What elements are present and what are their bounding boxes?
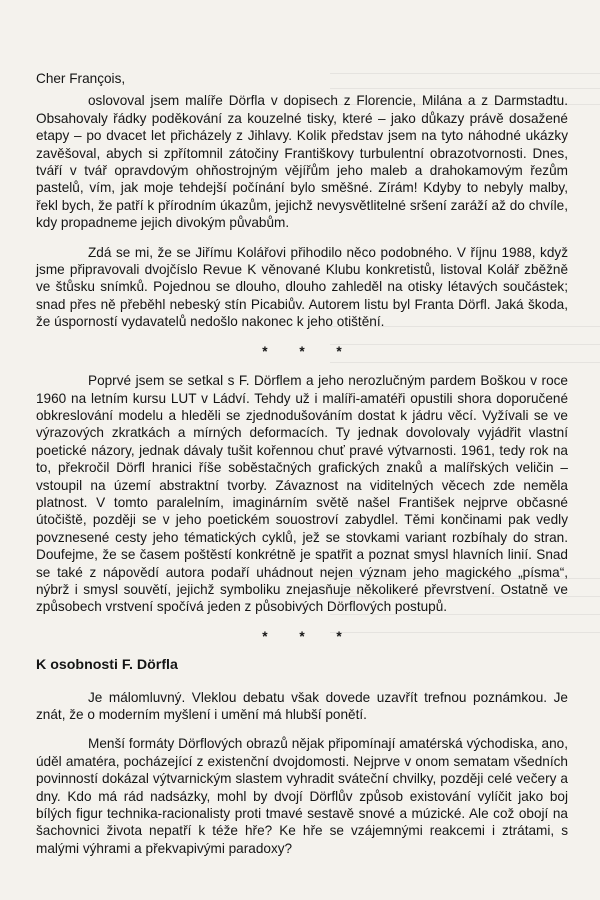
paragraph: oslovoval jsem malíře Dörfla v dopisech z Florencie, Milána a z Darmstadtu. Obsahovaly řádky poděkování za kouzelné tisky, které – jako důkazy právě dosažené etapy – po dvacet let přicházely z Jihlavy. Kolik představ jsem na tyto náhodné ukázky zavěšoval, abych si zpřítomnil zátočiny Františkovy turbulentní obrazotvornosti. Dnes, tváří v tvář opravdovým ohňostrojným vějířům jeho maleb a drahokamovým řezům pastelů, vím, jak moje tehdejší počínání bylo směšné. Zírám! Kdyby to nebyly malby, řekl bych, že patří k přírodním úkazům, jejichž nevysvětlitelné sršení zaráží až do chvíle, kdy propadneme jejich divokým půvabům. <box>36 93 568 231</box>
document-body <box>36 70 568 869</box>
paragraph: Poprvé jsem se setkal s F. Dörflem a jeho nerozlučným pardem Boškou v roce 1960 na letním kursu LUT v Ládví. Tehdy už i malíři-amatéři opustili shora doporučené obkreslování modelu a hleděli se zjednodušováním dostat k jádru věcí. Vyžívali se ve výrazových zkratkách a mírných deformacích. Ty jednak dovolovaly vyjádřit vlastní poetické názory, jednak dávaly tušit kořennou chuť pravé výtvarnosti. 1961, tedy rok na to, překročil Dörfl hranici říše soběstačných grafických znaků a malířských veličin – vstoupil na území abstraktní tvorby. Závaznost na viditelných věcech zde neměla platnost. V tomto paralelním, imaginárním světě našel František nejprve občasné útočiště, později se v jeho poetickém souostroví zabydlel. Těmi končinami pak vedly povznesené cesty jeho tématických cyklů, jež se stovkami variant rozbíhaly do stran. Doufejme, že se časem poštěstí konkrétně je spatřit a poznat smysl hlavních linií. Snad se také z nápovědí autora podaří uhádnout nejen význam jeho magického „písma“, nýbrž i smysl souvětí, jejichž symboliku znejasňuje několikeré převrstvení. Ostatně ve způsobech vrstvení spočívá jeden z působivých Dörflových postupů. <box>36 373 568 615</box>
section-separator: * * * <box>262 343 356 359</box>
paragraph: Je málomluvný. Vleklou debatu však dovede uzavřít trefnou poznámkou. Je znát, že o moderním myšlení i umění má hlubší ponětí. <box>36 689 568 722</box>
section-separator: * * * <box>262 628 356 644</box>
paragraph: Menší formáty Dörflových obrazů nějak připomínají amatérská východiska, ano, úděl amatéra, pocházející z existenční dvojdomosti. Nejprve v onom sematam všedních povinností dokázal výtvarnickým slastem vyhradit sváteční chvilky, později celé večery a dny. Kdo má rád nadsázky, mohl by dvojí Dörflův způsob existování vylíčit jako boj bílých figur technika-racionalisty proti tmavé sestavě snové a múzické. Ale což obojí na šachovnici života nepatří k téže hře? Ke hře se vzájemnými reakcemi i ztrátami, s malými výhrami a překvapivými paradoxy? <box>36 736 568 856</box>
section-heading: K osobnosti F. Dörfla <box>36 657 178 674</box>
paragraph: Zdá se mi, že se Jiřímu Kolářovi přihodilo něco podobného. V říjnu 1988, když jsme připravovali dvojčíslo Revue K věnované Klubu konkretistů, listoval Kolář zběžně ve štůsku snímků. Pojednou se dlouho, dlouho zahleděl na otisky létavých součástek; snad přes ně přeběhl nebeský stín Picabiův. Autorem listu byl Franta Dörfl. Jaká škoda, že úsporností vydavatelů nedošlo nakonec k jeho otištění. <box>36 244 568 330</box>
salutation: Cher François, <box>36 71 126 86</box>
